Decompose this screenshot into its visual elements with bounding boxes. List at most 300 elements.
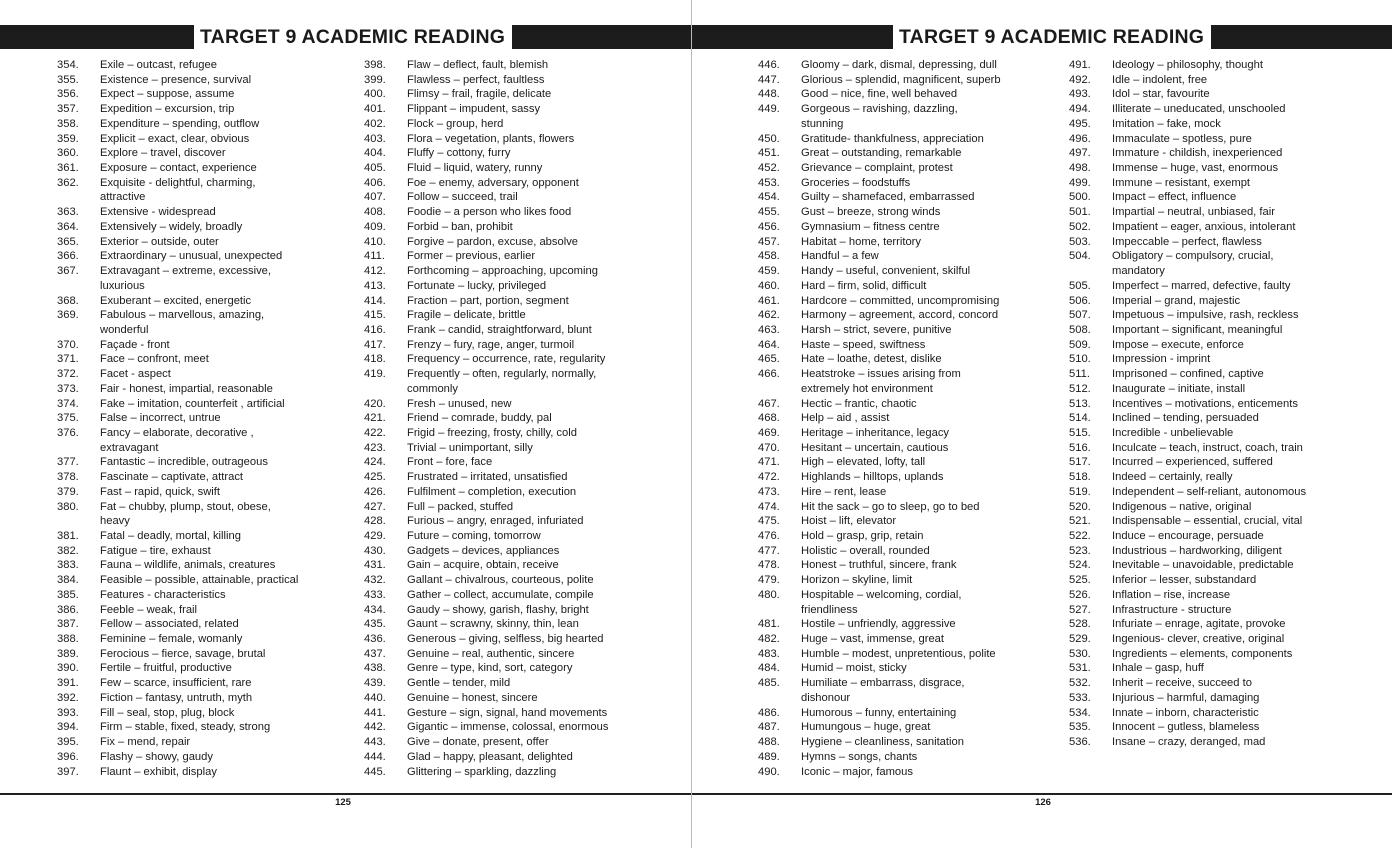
word-entry (758, 176, 1058, 191)
entry-number: 521. (1069, 515, 1091, 528)
entry-number: 354. (57, 59, 79, 71)
word-entry (364, 573, 664, 588)
word-entry (364, 514, 664, 529)
entry-number: 432. (364, 574, 386, 587)
word-entry (758, 205, 1058, 220)
word-entry (57, 617, 357, 632)
word-entry (364, 235, 664, 250)
entry-number: 357. (57, 103, 79, 116)
page-header-title: TARGET 9 ACADEMIC READING (893, 25, 1211, 49)
word-entry (1069, 647, 1369, 662)
word-entry (57, 676, 357, 691)
entry-number: 401. (364, 103, 386, 116)
entry-text: Immaculate – spotless, pure (1112, 132, 1252, 145)
entry-text: Illiterate – uneducated, unschooled (1112, 103, 1286, 116)
entry-text: Hostile – unfriendly, aggressive (801, 618, 956, 631)
entry-text: Harmony – agreement, accord, concord (801, 309, 999, 322)
entry-number: 513. (1069, 397, 1091, 410)
word-entry (758, 146, 1058, 161)
entry-number: 460. (758, 279, 780, 292)
word-entry (1069, 73, 1369, 88)
entry-text: Hygiene – cleanliness, sanitation (801, 736, 964, 749)
entry-number: 360. (57, 147, 79, 160)
entry-text: Indigenous – native, original (1112, 500, 1252, 513)
word-entry (364, 544, 664, 559)
entry-text: Highlands – hilltops, uplands (801, 471, 944, 484)
entry-text: Help – aid , assist (801, 412, 890, 425)
word-entry (364, 676, 664, 691)
entry-text: Good – nice, fine, well behaved (801, 88, 958, 101)
entry-number: 489. (758, 750, 780, 763)
entry-text: Gaunt – scrawny, skinny, thin, lean (407, 618, 579, 631)
entry-text: Glittering – sparkling, dazzling (407, 765, 557, 778)
word-entry (57, 161, 357, 176)
entry-text: friendliness (801, 603, 858, 616)
word-entry (57, 588, 357, 603)
entry-number: 486. (758, 706, 780, 719)
entry-number: 518. (1069, 471, 1091, 484)
word-entry (1069, 558, 1369, 573)
entry-number: 451. (758, 147, 780, 160)
entry-text: Fraction – part, portion, segment (407, 294, 569, 307)
word-entry (57, 500, 357, 515)
entry-text: Glad – happy, pleasant, delighted (407, 750, 573, 763)
entry-number: 483. (758, 647, 780, 660)
entry-text: Hectic – frantic, chaotic (801, 397, 917, 410)
entry-text: attractive (100, 191, 146, 204)
word-entry (364, 735, 664, 750)
word-entry (758, 294, 1058, 309)
entry-text: Former – previous, earlier (407, 250, 536, 263)
word-entry (1069, 308, 1369, 323)
word-entry (1069, 235, 1369, 250)
entry-number: 367. (57, 265, 79, 278)
entry-text: commonly (407, 382, 458, 395)
entry-number: 375. (57, 412, 79, 425)
word-column-right (364, 58, 664, 779)
entry-number: 457. (758, 235, 780, 248)
word-entry (758, 573, 1058, 588)
entry-text: Hymns – songs, chants (801, 750, 918, 763)
word-entry (1069, 367, 1369, 382)
word-entry (758, 132, 1058, 147)
entry-text: Facet - aspect (100, 368, 171, 381)
word-entry (57, 294, 357, 309)
entry-number: 519. (1069, 485, 1091, 498)
entry-text: Inhale – gasp, huff (1112, 662, 1204, 675)
word-entry (364, 529, 664, 544)
entry-number: 371. (57, 353, 79, 366)
entry-number: 471. (758, 456, 780, 469)
word-entry (758, 308, 1058, 323)
entry-text: Infrastructure - structure (1112, 603, 1232, 616)
entry-number: 359. (57, 132, 79, 145)
entry-text: Exterior – outside, outer (100, 235, 219, 248)
word-entry (364, 264, 664, 279)
entry-text: Friend – comrade, buddy, pal (407, 412, 552, 425)
entry-number: 522. (1069, 530, 1091, 542)
entry-number: 422. (364, 426, 386, 439)
entry-text: Inflation – rise, increase (1112, 588, 1231, 601)
entry-number: 454. (758, 191, 780, 204)
word-entry (1069, 588, 1369, 603)
word-entry (1069, 706, 1369, 721)
entry-number: 458. (758, 250, 780, 263)
entry-text: Gentle – tender, mild (407, 677, 511, 690)
word-entry (758, 411, 1058, 426)
entry-text: Indeed – certainly, really (1112, 471, 1233, 484)
word-entry (1069, 132, 1369, 147)
entry-number: 492. (1069, 73, 1091, 86)
word-entry (57, 735, 357, 750)
entry-number: 444. (364, 750, 386, 763)
entry-text: Fix – mend, repair (100, 736, 191, 749)
entry-text: Frenzy – fury, rage, anger, turmoil (407, 338, 575, 351)
entry-number: 524. (1069, 559, 1091, 572)
entry-number: 445. (364, 765, 386, 778)
entry-number: 372. (57, 368, 79, 381)
entry-text: Iconic – major, famous (801, 765, 913, 778)
entry-text: Idol – star, favourite (1112, 88, 1210, 101)
entry-text: Front – fore, face (407, 456, 493, 469)
entry-text: Inaugurate – initiate, install (1112, 382, 1246, 395)
entry-text: Fluid – liquid, watery, runny (407, 162, 543, 175)
entry-number: 383. (57, 559, 79, 572)
entry-text: Infuriate – enrage, agitate, provoke (1112, 618, 1286, 631)
entry-text: wonderful (100, 323, 149, 336)
word-entry-continuation (57, 441, 357, 456)
entry-text: Hold – grasp, grip, retain (801, 530, 924, 542)
entry-text: Immense – huge, vast, enormous (1112, 162, 1279, 175)
entry-number: 478. (758, 559, 780, 572)
word-entry (57, 603, 357, 618)
entry-number: 472. (758, 471, 780, 484)
word-entry (758, 352, 1058, 367)
entry-number: 527. (1069, 603, 1091, 616)
entry-text: Huge – vast, immense, great (801, 633, 945, 646)
entry-text: Handful – a few (801, 250, 879, 263)
entry-number: 423. (364, 441, 386, 454)
entry-number: 482. (758, 633, 780, 646)
entry-number: 364. (57, 220, 79, 233)
entry-number: 361. (57, 162, 79, 175)
entry-number: 529. (1069, 633, 1091, 646)
word-entry (1069, 632, 1369, 647)
entry-number: 418. (364, 353, 386, 366)
entry-number: 534. (1069, 706, 1091, 719)
entry-text: Groceries – foodstuffs (801, 176, 911, 189)
entry-text: Inculcate – teach, instruct, coach, train (1112, 441, 1303, 454)
word-entry (364, 176, 664, 191)
entry-text: Hesitant – uncertain, cautious (801, 441, 949, 454)
entry-text: Incredible - unbelievable (1112, 426, 1234, 439)
entry-number: 531. (1069, 662, 1091, 675)
word-entry (57, 647, 357, 662)
word-entry-continuation (758, 382, 1058, 397)
entry-number: 377. (57, 456, 79, 469)
entry-text: mandatory (1112, 265, 1165, 278)
entry-text: Fill – seal, stop, plug, block (100, 706, 235, 719)
entry-number: 402. (364, 117, 386, 130)
entry-number: 436. (364, 633, 386, 646)
entry-number: 488. (758, 736, 780, 749)
word-entry (1069, 323, 1369, 338)
word-entry (758, 455, 1058, 470)
entry-text: Fragile – delicate, brittle (407, 309, 526, 322)
entry-number: 417. (364, 338, 386, 351)
entry-text: Flock – group, herd (407, 117, 504, 130)
word-entry (1069, 603, 1369, 618)
entry-text: Extensive - widespread (100, 206, 216, 219)
entry-text: Genre – type, kind, sort, category (407, 662, 573, 675)
page-number: 126 (1035, 797, 1051, 808)
word-entry (364, 441, 664, 456)
entry-number: 440. (364, 691, 386, 704)
entry-text: Humorous – funny, entertaining (801, 706, 957, 719)
entry-text: Extraordinary – unusual, unexpected (100, 250, 283, 263)
word-column-right (1069, 58, 1369, 750)
entry-text: Gadgets – devices, appliances (407, 544, 560, 557)
entry-text: Gloomy – dark, dismal, depressing, dull (801, 59, 997, 71)
entry-text: Habitat – home, territory (801, 235, 922, 248)
word-entry (364, 426, 664, 441)
entry-number: 450. (758, 132, 780, 145)
word-entry (364, 750, 664, 765)
entry-number: 386. (57, 603, 79, 616)
entry-text: Indispensable – essential, crucial, vital (1112, 515, 1303, 528)
entry-number: 535. (1069, 721, 1091, 734)
entry-text: Forgive – pardon, excuse, absolve (407, 235, 579, 248)
entry-number: 526. (1069, 588, 1091, 601)
entry-text: Forbid – ban, prohibit (407, 220, 513, 233)
entry-text: Explicit – exact, clear, obvious (100, 132, 250, 145)
word-entry-continuation (364, 382, 664, 397)
entry-text: Ingenious- clever, creative, original (1112, 633, 1285, 646)
entry-text: Important – significant, meaningful (1112, 323, 1283, 336)
entry-text: High – elevated, lofty, tall (801, 456, 926, 469)
word-entry (758, 514, 1058, 529)
word-entry (364, 190, 664, 205)
word-entry (758, 235, 1058, 250)
entry-number: 399. (364, 73, 386, 86)
entry-number: 416. (364, 323, 386, 336)
word-entry (57, 176, 357, 191)
entry-number: 421. (364, 412, 386, 425)
word-entry (1069, 529, 1369, 544)
entry-number: 381. (57, 530, 79, 542)
word-entry (758, 750, 1058, 765)
entry-text: Honest – truthful, sincere, frank (801, 559, 957, 572)
entry-number: 499. (1069, 176, 1091, 189)
word-entry (364, 720, 664, 735)
word-entry (57, 220, 357, 235)
entry-text: Façade - front (100, 338, 170, 351)
entry-number: 396. (57, 750, 79, 763)
entry-number: 530. (1069, 647, 1091, 660)
entry-text: Inherit – receive, succeed to (1112, 677, 1252, 690)
entry-text: Hardcore – committed, uncompromising (801, 294, 1000, 307)
word-entry-continuation (57, 514, 357, 529)
entry-text: Fatigue – tire, exhaust (100, 544, 211, 557)
word-entry (758, 500, 1058, 515)
entry-number: 390. (57, 662, 79, 675)
entry-number: 441. (364, 706, 386, 719)
entry-number: 403. (364, 132, 386, 145)
entry-number: 410. (364, 235, 386, 248)
entry-number: 369. (57, 309, 79, 322)
entry-text: Impetuous – impulsive, rash, reckless (1112, 309, 1299, 322)
entry-number: 447. (758, 73, 780, 86)
word-entry (1069, 117, 1369, 132)
entry-text: Frequently – often, regularly, normally, (407, 368, 597, 381)
entry-text: Gorgeous – ravishing, dazzling, (801, 103, 958, 116)
entry-text: Exuberant – excited, energetic (100, 294, 252, 307)
entry-number: 362. (57, 176, 79, 189)
entry-text: Hit the sack – go to sleep, go to bed (801, 500, 980, 513)
entry-text: Frequency – occurrence, rate, regularity (407, 353, 606, 366)
word-column-left (758, 58, 1058, 779)
entry-number: 389. (57, 647, 79, 660)
word-entry (758, 279, 1058, 294)
entry-number: 365. (57, 235, 79, 248)
word-entry (758, 220, 1058, 235)
entry-number: 370. (57, 338, 79, 351)
entry-number: 491. (1069, 59, 1091, 71)
entry-number: 395. (57, 736, 79, 749)
word-entry (364, 691, 664, 706)
word-entry (57, 529, 357, 544)
entry-number: 391. (57, 677, 79, 690)
entry-text: Genuine – honest, sincere (407, 691, 538, 704)
entry-text: Heritage – inheritance, legacy (801, 426, 950, 439)
word-entry (758, 485, 1058, 500)
entry-number: 442. (364, 721, 386, 734)
entry-number: 500. (1069, 191, 1091, 204)
word-entry (1069, 735, 1369, 750)
word-entry (364, 647, 664, 662)
entry-text: Humble – modest, unpretentious, polite (801, 647, 996, 660)
word-entry (758, 617, 1058, 632)
word-entry (364, 308, 664, 323)
entry-text: Hard – firm, solid, difficult (801, 279, 927, 292)
word-entry (364, 249, 664, 264)
entry-number: 379. (57, 485, 79, 498)
entry-number: 429. (364, 530, 386, 542)
entry-number: 427. (364, 500, 386, 513)
word-entry (364, 117, 664, 132)
entry-number: 477. (758, 544, 780, 557)
entry-text: Innate – inborn, characteristic (1112, 706, 1259, 719)
word-entry (1069, 676, 1369, 691)
entry-number: 433. (364, 588, 386, 601)
entry-number: 470. (758, 441, 780, 454)
word-entry (57, 264, 357, 279)
word-column-left (57, 58, 357, 779)
word-entry (758, 735, 1058, 750)
entry-text: Expenditure – spending, outflow (100, 117, 260, 130)
word-entry (57, 382, 357, 397)
word-entry-continuation (57, 323, 357, 338)
header-band (0, 25, 691, 49)
word-entry (57, 691, 357, 706)
entry-text: extremely hot environment (801, 382, 933, 395)
entry-text: Fat – chubby, plump, stout, obese, (100, 500, 271, 513)
word-entry (1069, 146, 1369, 161)
entry-text: Impartial – neutral, unbiased, fair (1112, 206, 1275, 219)
word-entry (758, 367, 1058, 382)
entry-number: 474. (758, 500, 780, 513)
word-entry (758, 529, 1058, 544)
entry-text: Fresh – unused, new (407, 397, 512, 410)
entry-text: Immature - childish, inexperienced (1112, 147, 1283, 160)
word-entry-continuation (57, 190, 357, 205)
entry-text: Features - characteristics (100, 588, 226, 601)
entry-text: extravagant (100, 441, 159, 454)
entry-text: Fabulous – marvellous, amazing, (100, 309, 265, 322)
entry-text: Hate – loathe, detest, dislike (801, 353, 942, 366)
entry-text: Imperfect – marred, defective, faulty (1112, 279, 1291, 292)
word-entry (57, 367, 357, 382)
entry-number: 430. (364, 544, 386, 557)
word-entry (364, 205, 664, 220)
entry-text: Foodie – a person who likes food (407, 206, 572, 219)
entry-number: 484. (758, 662, 780, 675)
word-entry (57, 411, 357, 426)
entry-text: Hoist – lift, elevator (801, 515, 897, 528)
entry-text: Fancy – elaborate, decorative , (100, 426, 254, 439)
word-entry (57, 632, 357, 647)
entry-text: Impression - imprint (1112, 353, 1211, 366)
entry-text: Incentives – motivations, enticements (1112, 397, 1298, 410)
word-entry (1069, 720, 1369, 735)
word-entry (57, 58, 357, 73)
entry-number: 493. (1069, 88, 1091, 101)
entry-text: Exquisite - delightful, charming, (100, 176, 256, 189)
word-entry (1069, 249, 1369, 264)
entry-text: Trivial – unimportant, silly (407, 441, 533, 454)
entry-number: 505. (1069, 279, 1091, 292)
entry-text: Humid – moist, sticky (801, 662, 907, 675)
entry-number: 517. (1069, 456, 1091, 469)
entry-number: 414. (364, 294, 386, 307)
entry-text: Impact – effect, influence (1112, 191, 1237, 204)
entry-text: Fake – imitation, counterfeit , artificial (100, 397, 285, 410)
word-entry (364, 706, 664, 721)
entry-text: Flimsy – frail, fragile, delicate (407, 88, 552, 101)
word-entry (758, 588, 1058, 603)
word-entry (364, 455, 664, 470)
entry-number: 356. (57, 88, 79, 101)
entry-text: Feminine – female, womanly (100, 633, 243, 646)
entry-text: Feasible – possible, attainable, practical (100, 574, 299, 587)
entry-number: 452. (758, 162, 780, 175)
page-header-title: TARGET 9 ACADEMIC READING (194, 25, 512, 49)
entry-text: luxurious (100, 279, 145, 292)
word-entry (57, 146, 357, 161)
entry-number: 453. (758, 176, 780, 189)
entry-number: 485. (758, 677, 780, 690)
word-entry (364, 500, 664, 515)
word-entry (364, 603, 664, 618)
page-number: 125 (335, 797, 351, 808)
word-entry (364, 161, 664, 176)
entry-text: Forthcoming – approaching, upcoming (407, 265, 598, 278)
entry-text: Fair - honest, impartial, reasonable (100, 382, 273, 395)
word-entry (758, 765, 1058, 780)
entry-text: False – incorrect, untrue (100, 412, 221, 425)
entry-number: 384. (57, 574, 79, 587)
entry-text: Humiliate – embarrass, disgrace, (801, 677, 965, 690)
